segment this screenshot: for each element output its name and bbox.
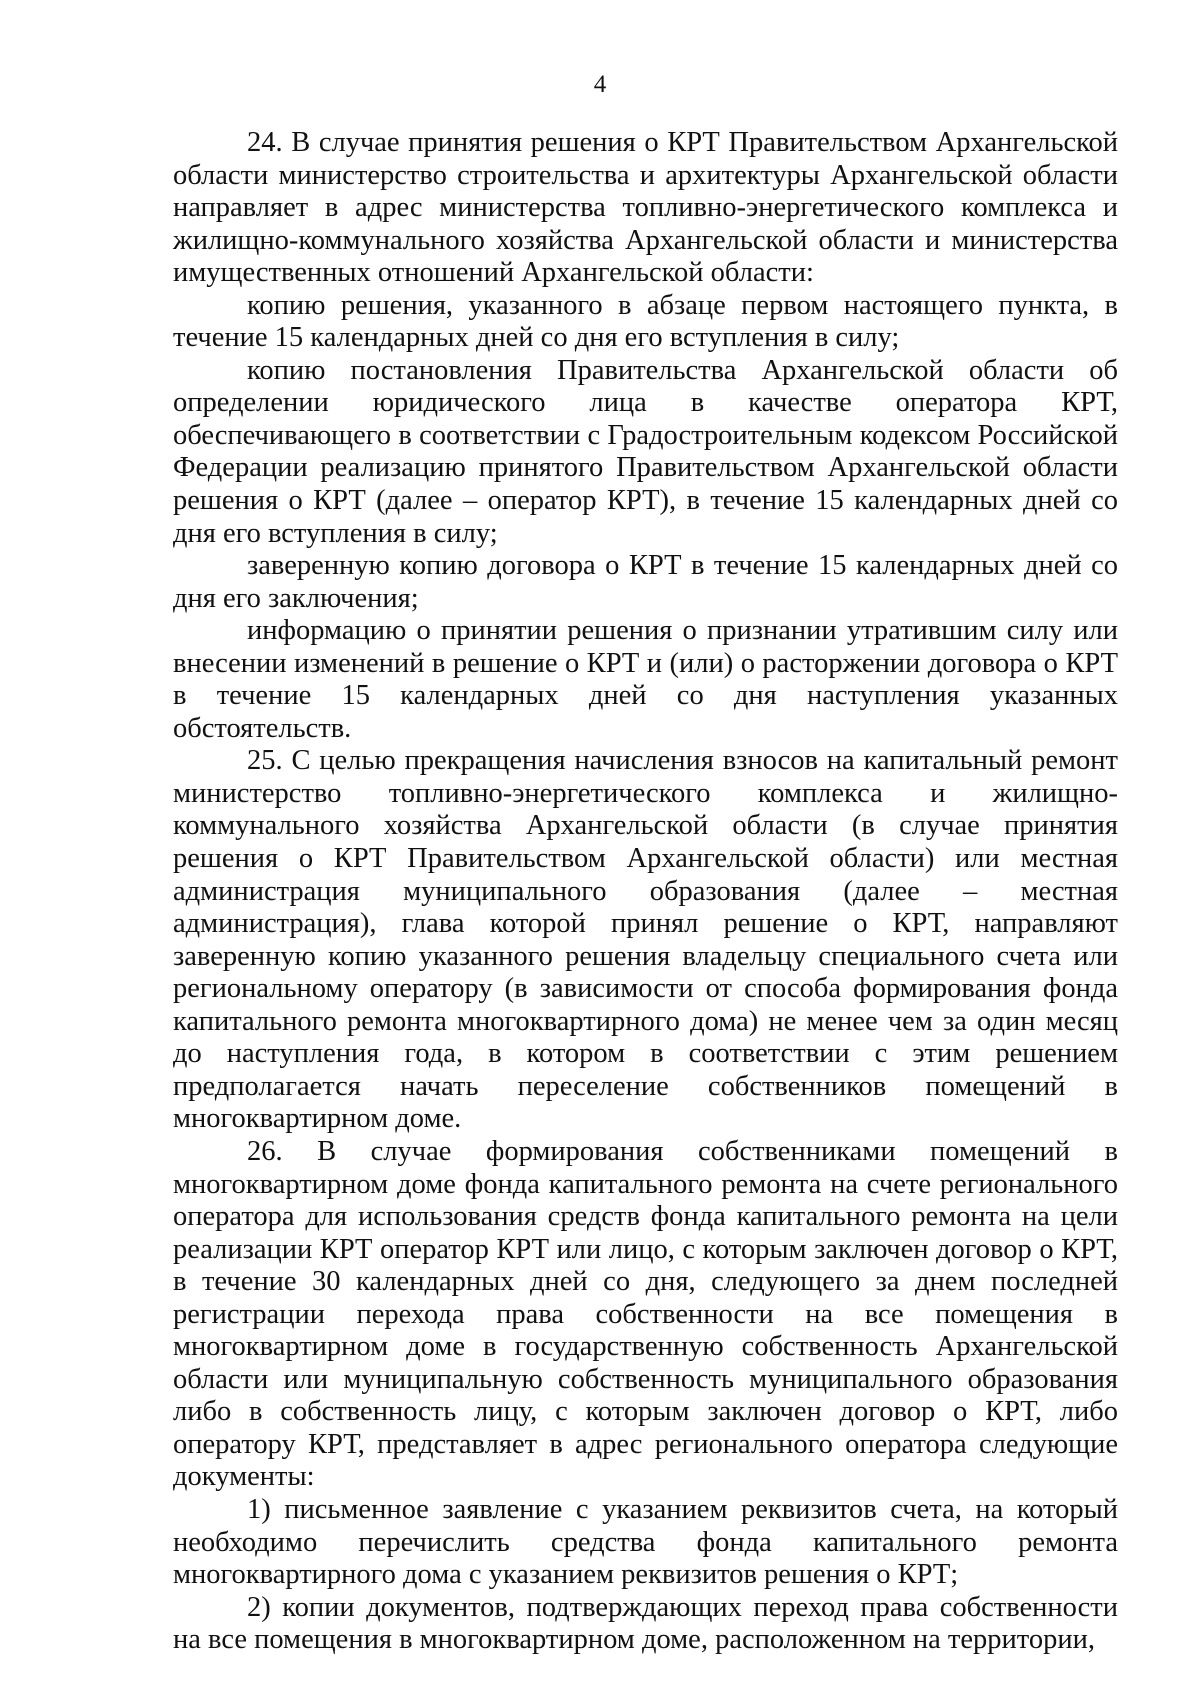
paragraph-24-copy-of-decision: копию решения, указанного в абзаце первом настоящего пункта, в течение 15 календарных дней со дня его вступления в силу; (173, 289, 1118, 354)
paragraph-24-certified-contract-copy: заверенную копию договора о КРТ в течение 15 календарных дней со дня его заключения; (173, 550, 1118, 614)
paragraph-26-item-1: 1) письменное заявление с указанием реквизитов счета, на который необходимо перечислить средства фонда капитального ремонта многоквартирного дома с указанием реквизитов решения о КРТ; (173, 1493, 1118, 1591)
paragraph-25: 25. С целью прекращения начисления взносов на капитальный ремонт министерство топливно-энергетического комплекса и жилищно-коммунального хозяйства Архангельской области (в случае принятия решения о КРТ Правительством Архангельской области) или местная администрация муниципального образования (далее – местная администрация), глава которой принял решение о КРТ, направляют заверенную копию указанного решения владельцу специального счета или региональному оператору (в зависимости от способа формирования фонда капитального ремонта многоквартирного дома) не менее чем за один месяц до наступления года, в котором в соответствии с этим решением предполагается начать переселение собственников помещений в многоквартирном доме. (173, 745, 1118, 1135)
paragraph-26: 26. В случае формирования собственниками помещений в многоквартирном доме фонда капитального ремонта на счете регионального оператора для использования средств фонда капитального ремонта на цели реализации КРТ оператор КРТ или лицо, с которым заключен договор о КРТ, в течение 30 календарных дней со дня, следующего за днем последней регистрации перехода права собственности на все помещения в многоквартирном доме в государственную собственность Архангельской области или муниципальную собственность муниципального образования либо в собственность лицу, с которым заключен договор о КРТ, либо оператору КРТ, представляет в адрес регионального оператора следующие документы: (173, 1135, 1118, 1493)
paragraph-24: 24. В случае принятия решения о КРТ Правительством Архангельской области министерство строительства и архитектуры Архангельской области направляет в адрес министерства топливно-энергетического комплекса и жилищно-коммунального хозяйства Архангельской области и министерства имущественных отношений Архангельской области: (173, 127, 1118, 289)
paragraph-24-copy-of-resolution: копию постановления Правительства Архангельской области об определении юридического лица в качестве оператора КРТ, обеспечивающего в соответствии с Градостроительным кодексом Российской Федерации реализацию принятого Правительством Архангельской области решения о КРТ (далее – оператор КРТ), в течение 15 календарных дней со дня его вступления в силу; (173, 354, 1118, 549)
paragraph-24-information: информацию о принятии решения о признании утратившим силу или внесении изменений в решение о КРТ и (или) о расторжении договора о КРТ в течение 15 календарных дней со дня наступления указанных обстоятельств. (173, 615, 1118, 744)
document-body (173, 127, 1118, 1657)
paragraph-26-item-2: 2) копии документов, подтверждающих переход права собственности на все помещения в многоквартирном доме, расположенном на территории, (173, 1591, 1118, 1656)
page-number: 4 (593, 71, 607, 98)
